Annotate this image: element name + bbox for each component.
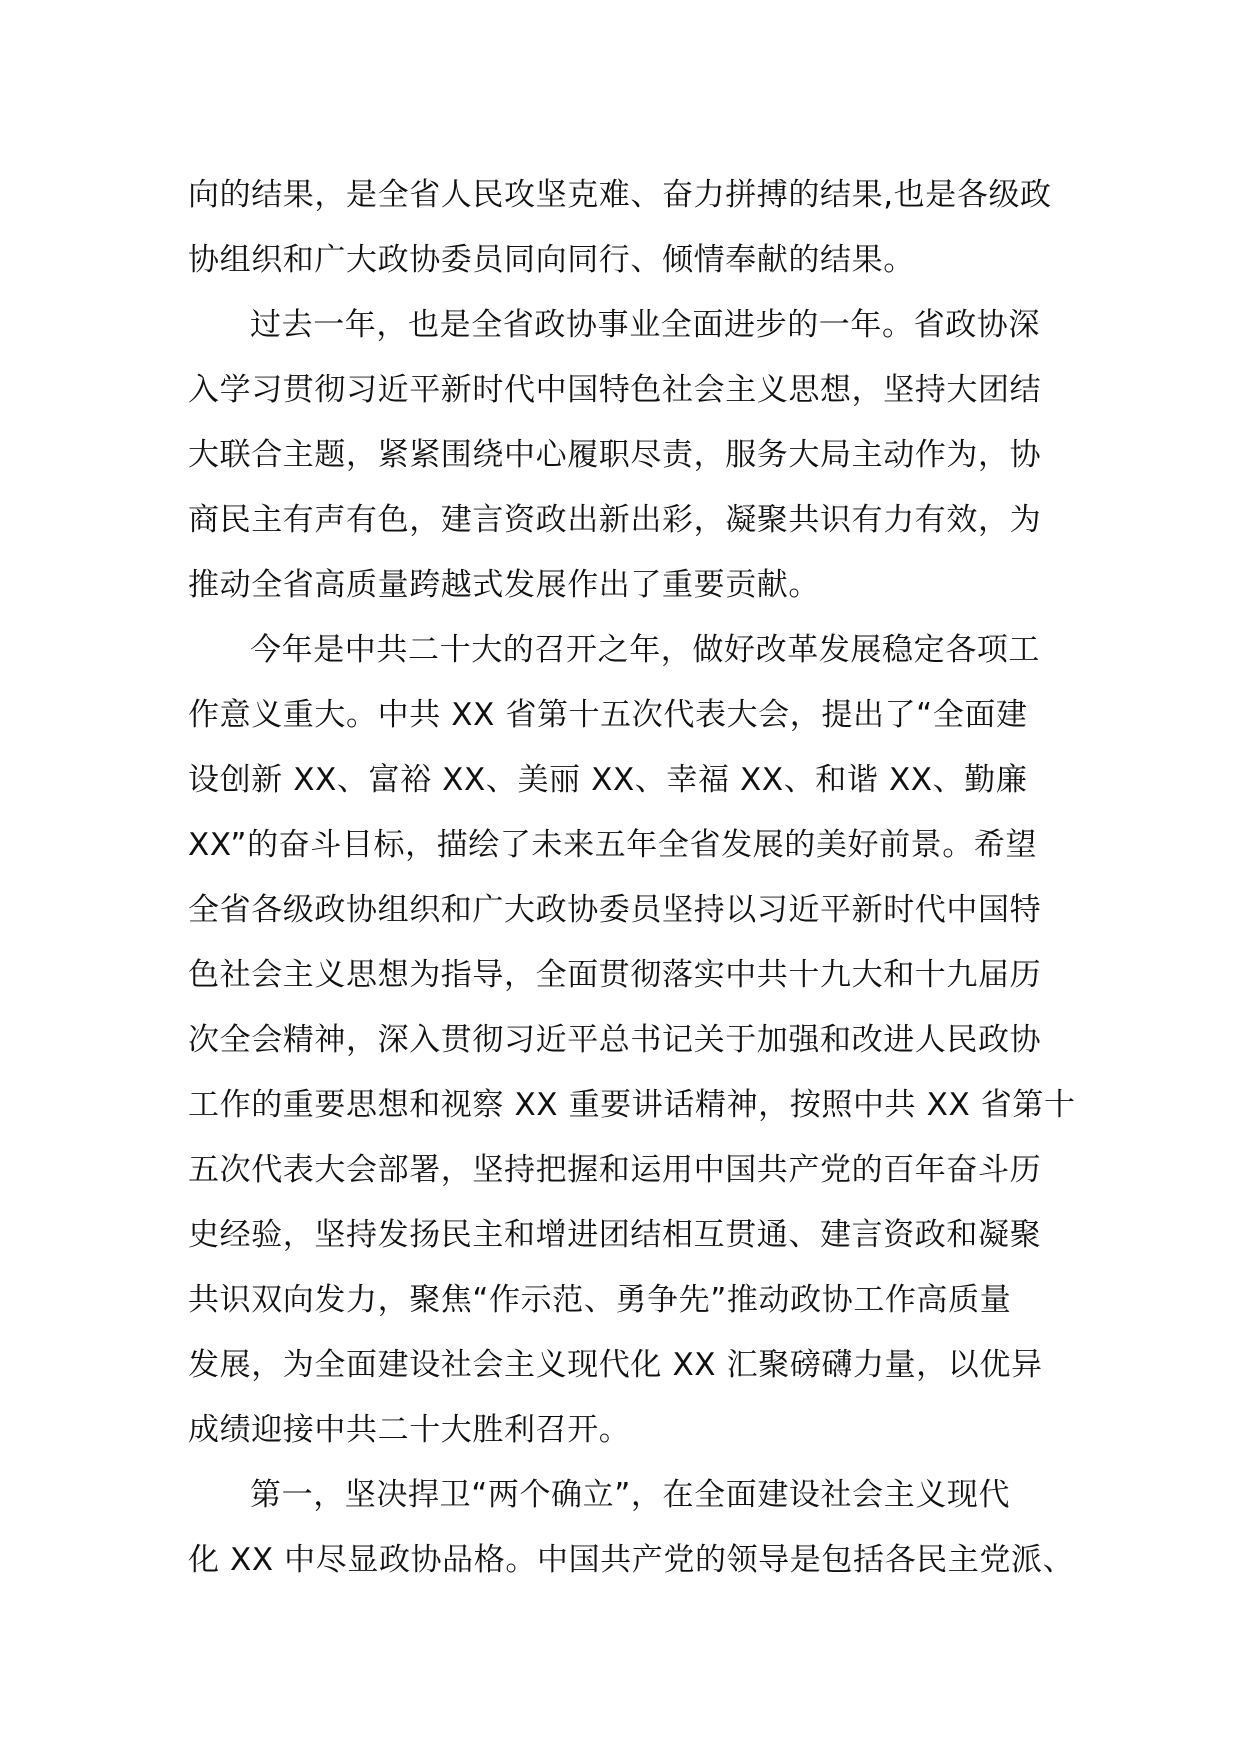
text-line: 设创新 XX、富裕 XX、美丽 XX、幸福 XX、和谐 XX、勤廉: [188, 762, 1028, 798]
text-line: 史经验，坚持发扬民主和增进团结相互贯通、建言资政和凝聚: [188, 1217, 1042, 1253]
text-line: 全省各级政协组织和广大政协委员坚持以习近平新时代中国特: [188, 892, 1042, 928]
text-line: 作意义重大。中共 XX 省第十五次代表大会，提出了“全面建: [188, 697, 1028, 733]
text-line: 入学习贯彻习近平新时代中国特色社会主义思想，坚持大团结: [188, 372, 1042, 408]
paragraph-first-line: 第一，坚决捍卫“两个确立”，在全面建设社会主义现代: [250, 1477, 1011, 1513]
text-line: 化 XX 中尽显政协品格。中国共产党的领导是包括各民主党派、: [188, 1542, 1075, 1578]
text-line: 向的结果，是全省人民攻坚克难、奋力拼搏的结果,也是各级政: [188, 177, 1052, 213]
text-line: 协组织和广大政协委员同向同行、倾情奉献的结果。: [188, 242, 915, 278]
text-line: 次全会精神，深入贯彻习近平总书记关于加强和改进人民政协: [188, 1022, 1042, 1058]
text-line: 五次代表大会部署，坚持把握和运用中国共产党的百年奋斗历: [188, 1152, 1042, 1188]
text-line: 色社会主义思想为指导，全面贯彻落实中共十九大和十九届历: [188, 957, 1042, 993]
text-line: 发展，为全面建设社会主义现代化 XX 汇聚磅礴力量，以优异: [188, 1347, 1043, 1383]
paragraph-first-line: 过去一年，也是全省政协事业全面进步的一年。省政协深: [250, 307, 1040, 343]
text-line: XX”的奋斗目标，描绘了未来五年全省发展的美好前景。希望: [188, 827, 1038, 863]
text-line: 共识双向发力，聚焦“作示范、勇争先”推动政协工作高质量: [188, 1282, 1012, 1318]
text-line: 大联合主题，紧紧围绕中心履职尽责，服务大局主动作为，协: [188, 437, 1042, 473]
text-line: 工作的重要思想和视察 XX 重要讲话精神，按照中共 XX 省第十: [188, 1087, 1076, 1123]
text-line: 推动全省高质量跨越式发展作出了重要贡献。: [188, 567, 820, 603]
text-line: 成绩迎接中共二十大胜利召开。: [188, 1412, 631, 1448]
text-line: 商民主有声有色，建言资政出新出彩，凝聚共识有力有效，为: [188, 502, 1042, 538]
document-body: [188, 163, 1076, 1593]
paragraph-first-line: 今年是中共二十大的召开之年，做好改革发展稳定各项工: [250, 632, 1040, 668]
